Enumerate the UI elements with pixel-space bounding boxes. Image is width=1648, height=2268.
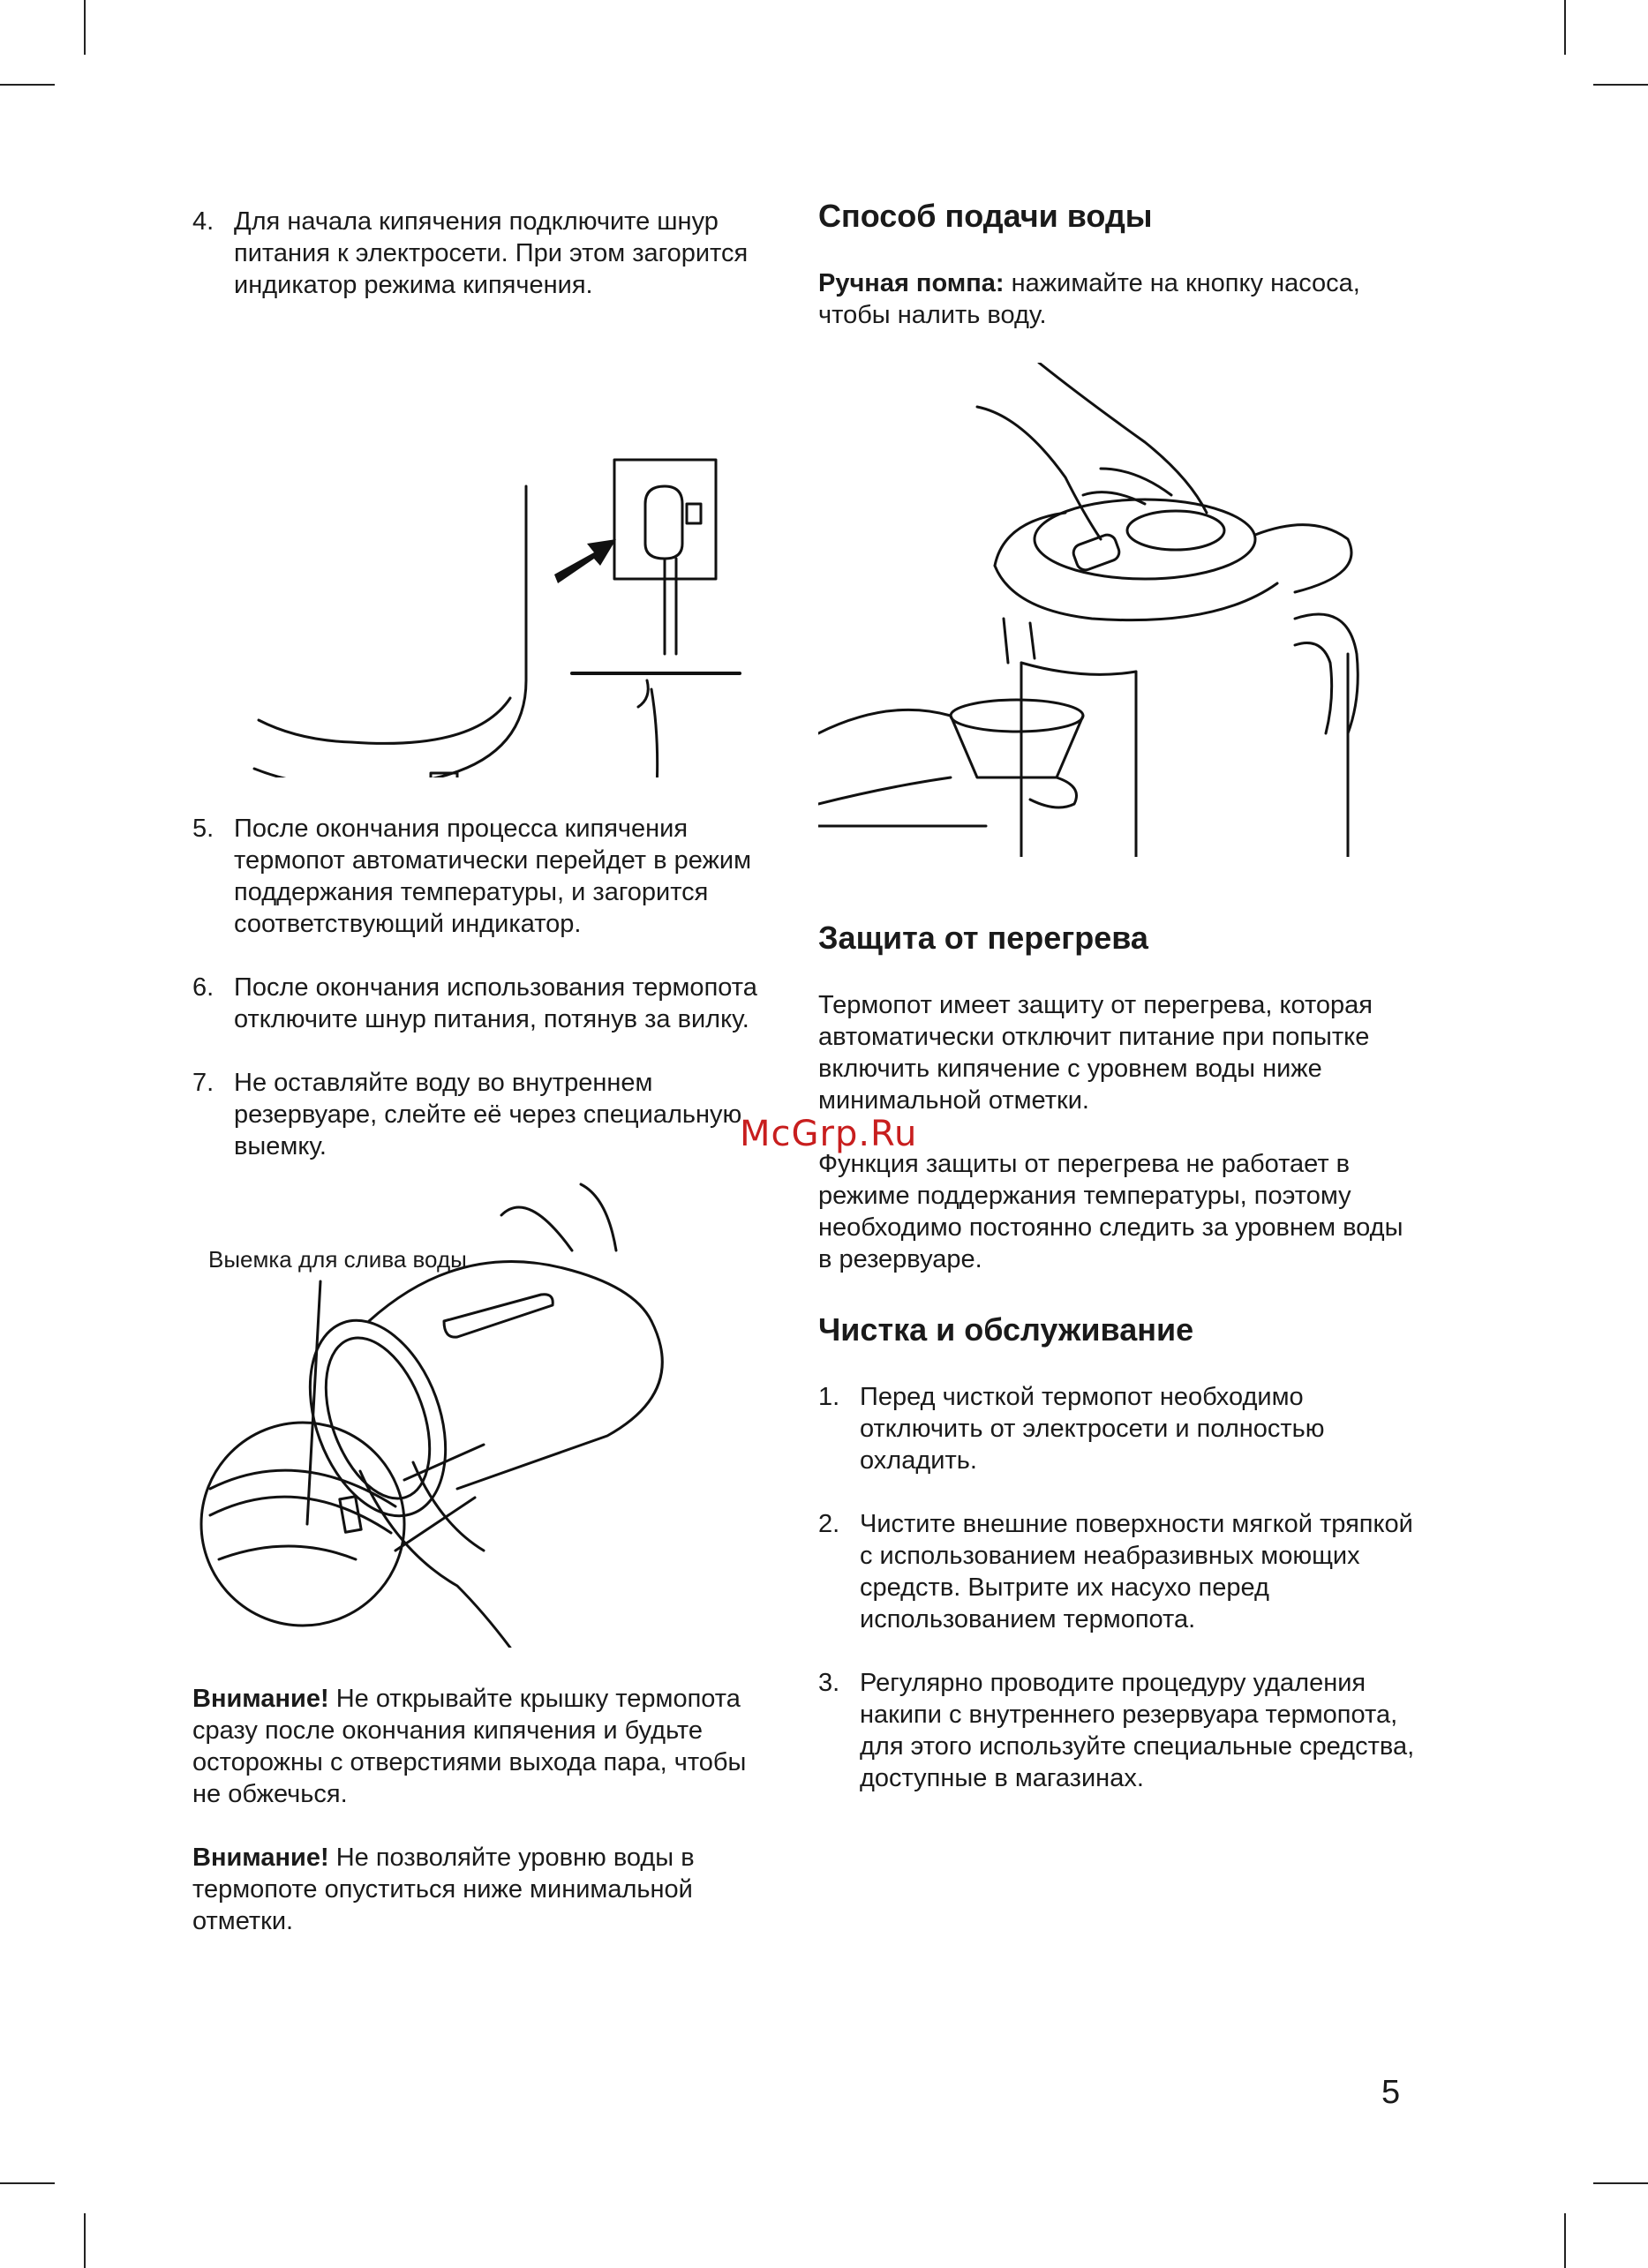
item-number: 1. — [818, 1383, 840, 1411]
item-text: После окончания использования термопота отключите шнур питания, потянув за вилку. — [234, 973, 757, 1033]
list-item — [192, 206, 779, 301]
list-item — [818, 1667, 1418, 1794]
warning-label: Внимание! — [192, 1844, 329, 1872]
drain-figure — [192, 1180, 779, 1648]
warning-text: Не открывайте крышку термопота сразу после окончания кипячения и будьте осторожны с отверстиями выхода пара, чтобы не обжечься. — [192, 1685, 747, 1808]
pump-illustration — [818, 363, 1418, 857]
item-text: Для начала кипячения подключите шнур питания к электросети. При этом загорится индикатор режима кипячения. — [234, 207, 749, 299]
crop-mark — [1593, 2182, 1648, 2184]
right-column — [818, 197, 1418, 1826]
list-item — [192, 972, 779, 1035]
item-number: 2. — [818, 1510, 840, 1538]
list-item — [818, 1381, 1418, 1476]
drain-caption: Выемка для слива воды — [208, 1246, 467, 1273]
section-title-overheat: Защита от перегрева — [818, 920, 1148, 956]
crop-mark — [84, 0, 86, 55]
item-number: 3. — [818, 1669, 840, 1697]
watermark: McGrp.Ru — [740, 1114, 918, 1154]
item-text: Чистите внешние поверхности мягкой тряпкой с использованием неабразивных моющих средств. Вытрите их насухо перед использованием термопота. — [860, 1510, 1413, 1633]
left-column — [192, 206, 779, 1969]
overheat-paragraph-2: Функция защиты от перегрева не работает в режиме поддержания температуры, поэтому необходимо постоянно следить за уровнем воды в резервуаре. — [818, 1150, 1403, 1273]
warning-text: Не позволяйте уровню воды в термопоте опуститься ниже минимальной отметки. — [192, 1844, 695, 1935]
crop-mark — [84, 2213, 86, 2268]
item-text: Регулярно проводите процедуру удаления накипи с внутреннего резервуара термопота, для этого используйте специальные средства, доступные в магазинах. — [860, 1669, 1415, 1792]
drain-illustration — [192, 1180, 779, 1648]
list-item — [818, 1508, 1418, 1635]
item-number: 4. — [192, 207, 214, 236]
list-item — [192, 1067, 779, 1162]
item-text: После окончания процесса кипячения термопот автоматически перейдет в режим поддержания температуры, и загорится соответствующий индикатор. — [234, 815, 752, 938]
overheat-paragraph-1: Термопот имеет защиту от перегрева, которая автоматически отключит питание при попытке включить кипячение с уровнем воды ниже минимальной отметки. — [818, 991, 1373, 1115]
item-number: 7. — [192, 1069, 214, 1097]
supply-text: нажимайте на кнопку насоса, чтобы налить воду. — [818, 269, 1360, 329]
supply-label: Ручная помпа: — [818, 269, 1005, 297]
crop-mark — [1564, 2213, 1566, 2268]
item-text: Не оставляйте воду во внутреннем резервуаре, слейте её через специальную выемку. — [234, 1069, 742, 1160]
section-title-supply: Способ подачи воды — [818, 198, 1153, 234]
warning-label: Внимание! — [192, 1685, 329, 1713]
item-number: 6. — [192, 973, 214, 1002]
plug-illustration — [192, 327, 779, 777]
crop-mark — [1564, 0, 1566, 55]
list-item — [192, 813, 779, 940]
supply-paragraph — [818, 267, 1418, 331]
crop-mark — [1593, 84, 1648, 86]
item-number: 5. — [192, 815, 214, 843]
crop-mark — [0, 84, 55, 86]
warning-1 — [192, 1683, 779, 1810]
item-text: Перед чисткой термопот необходимо отключить от электросети и полностью охладить. — [860, 1383, 1325, 1475]
warning-2 — [192, 1842, 779, 1937]
page-number: 5 — [1381, 2074, 1401, 2111]
crop-mark — [0, 2182, 55, 2184]
section-title-cleaning: Чистка и обслуживание — [818, 1311, 1194, 1348]
